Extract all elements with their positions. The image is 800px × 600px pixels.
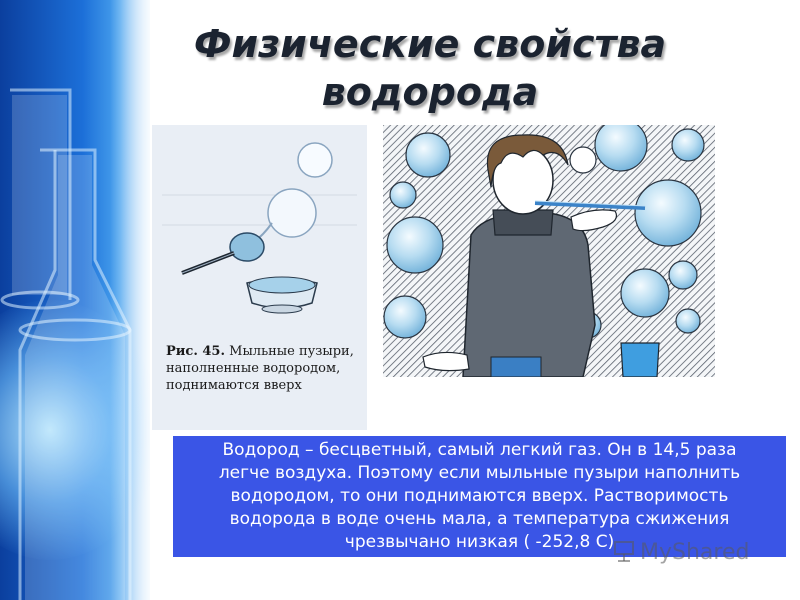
figure-caption-text: Мыльные пузыри, наполненные водородом, поднимаются вверх bbox=[166, 344, 354, 393]
myshared-watermark bbox=[612, 538, 782, 568]
watermark-text: MyShared bbox=[640, 540, 750, 565]
figure-caption-label: Рис. 45. bbox=[166, 344, 226, 359]
boy-blowing-bubbles-drawing bbox=[383, 125, 715, 377]
strip-fade bbox=[110, 0, 150, 600]
bubble-apparatus-drawing bbox=[152, 125, 367, 340]
description-line-4: водорода в воде очень мала, а температура сжижения bbox=[229, 509, 730, 529]
title-line-1: Физические свойства bbox=[193, 22, 667, 66]
description-line-2: легче воздуха. Поэтому если мыльные пузыри наполнить bbox=[218, 463, 741, 483]
description-line-1: Водород – бесцветный, самый легкий газ. Он в 14,5 раза bbox=[222, 440, 737, 460]
figure-soap-bubbles-apparatus bbox=[152, 125, 367, 430]
description-line-5: чрезвычано низкая ( -252,8 С) bbox=[344, 532, 615, 552]
slide-title bbox=[150, 20, 710, 116]
figure-caption bbox=[166, 343, 366, 394]
presentation-board-icon bbox=[612, 539, 636, 563]
decorative-glassware-strip bbox=[0, 0, 150, 600]
title-line-2: водорода bbox=[321, 70, 539, 114]
description-line-3: водородом, то они поднимаются вверх. Растворимость bbox=[230, 486, 729, 506]
figure-boy-blowing-bubbles bbox=[383, 125, 715, 377]
